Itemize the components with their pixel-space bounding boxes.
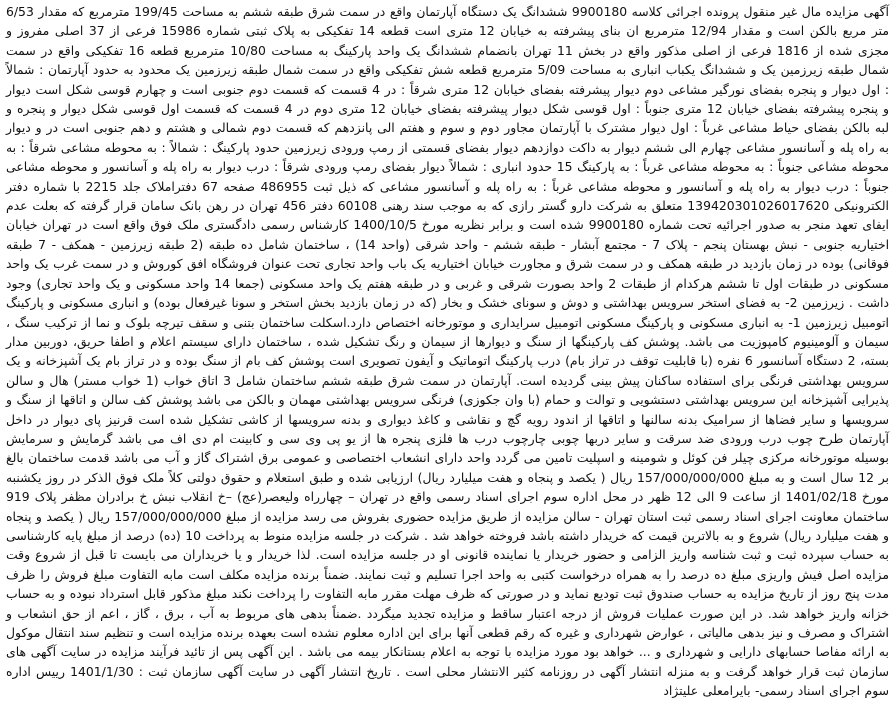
auction-notice-text: آگهی مزایده مال غیر منقول پرونده اجرائی کلاسه 9900180 ششدانگ یک دستگاه آپارتمان واقع در سمت شرق طبقه ششم به مساحت 199/45 مترمربع که مقدار 6/53 متر مربع بالکن است و مقدار 12/94 مترمربع ان بنای پیشرفته به خیابان 12 متری است قطعه 14 تفکیکی به پلاک ثبتی شماره 15986 فرعی از 37 اصلی مفروز و مجزی شده از 1816 فرعی از اصلی مذکور واقع در بخش 11 تهران بانضمام ششدانگ یک واحد پارکینگ به مساحت 10/80 مترمربع قطعه 16 تفکیکی واقع در سمت شمال طبقه زیرزمین یک و ششدانگ یکباب انباری به مساحت 5/09 مترمربع قطعه شش تفکیکی واقع در سمت شمال طبقه زیرزمین یک محدود به حدود آپارتمان : شمالاً : اول دیوار و پنجره بفضای نورگیر مشاعی دوم دیوار پیشرفته بفضای خیابان 12 متری شرقاً : در 4 قسمت که قسمت دوم جنوبی است و چهارم قوسی شکل است دیوار و پنجره پیشرفته بفضای خیابان 12 متری جنوباً : اول قوسی شکل دیوار پیشرفته بفضای خیابان 12 متری دوم در 4 قسمت که قسمت اول قوسی شکل دیوار و پنجره و لبه بالکن بفضای حیاط مشاعی غرباً : اول دیوار مشترک با آپارتمان مجاور دوم و سوم و هفتم الی پانزدهم که قسمت دوم شمالی و هشتم و دهم جنوبی است در و دیوار به راه پله و آسانسور مشاعی چهارم الی ششم دیوار به داکت دوازدهم دیوار بفضای قسمتی از رمپ ورودی زیرزمین حدود پارکینگ : شمالاً : به محوطه مشاعی شرقاً : به محوطه مشاعی جنوباً : به محوطه مشاعی غرباً : به پارکینگ 15 حدود انباری : شمالاً دیوار بفضای رمپ ورودی شرقاً : درب دیوار به راه پله و آسانسور و محوطه مشاعی جنوباً : درب دیوار به راه پله و آسانسور و محوطه مشاعی غرباً : به راه پله و آسانسور مشاعی که ذیل ثبت 486955 صفحه 67 دفتراملاک جلد 2215 با شماره دفتر الکترونیکی 139420301026017620 متعلق به شرکت دارو گستر رازی که به موجب سند رهنی 60108 دفتر 456 تهران در رهن بانک سامان قرار گرفته که بعلت عدم ایفای تعهد منجر به صدور اجرائیه تحت شماره 9900180 شده است و برابر نظریه مورخ 1400/10/5 کارشناس رسمی دادگستری ملک فوق واقع است در تهران خیابان اختیاریه جنوبی - نبش بهستان پنجم - پلاک 7 - مجتمع آبشار - طبقه ششم - واحد شرقی (واحد 14) ، ساختمان شامل ده طبقه (2 طبقه زیرزمین - همکف - 7 طبقه فوقانی) بوده در زمان بازدید در طبقه همکف و در سمت شرق و مجاورت خیابان اختیاریه یک باب واحد تجاری تحت عنوان فروشگاه افق کوروش و در سمت غرب یک واحد مسکونی در طبقات اول تا ششم هرکدام از طبقات 2 واحد بصورت شرقی و غربی و در طبقه هفتم یک واحد مسکونی (جمعا 14 واحد مسکونی و یک واحد تجاری) وجود داشت . زیرزمین 2- به فضای استخر سرویس بهداشتی و دوش و سونای خشک و بخار (که در زمان بازدید بخش استخر و سونا غیرفعال بوده) و انباری مسکونی و پارکینگ اتومبیل زیرزمین 1- به انباری مسکونی و پارکینگ مسکونی اتومبیل سرایداری و موتورخانه اختصاص دارد.اسکلت ساختمان بتنی و سقف تیرچه بلوک و نما از ترکیب سنگ ، سیمان و آلومینیوم کامپوزیت می باشد. پوشش کف پارکینگها از سنگ و دیوارها از سیمان و رنگ تشکیل شده ، ساختمان دارای سیستم اعلام و اطفا حریق، دوربین مدار بسته، 2 دستگاه آسانسور 6 نفره (با قابلیت توقف در تراز بام) درب پارکینگ اتوماتیک و آیفون تصویری است پوشش کف بام از سنگ بوده و در تراز بام یک آشپزخانه و یک سرویس بهداشتی فرنگی برای استفاده ساکنان پیش بینی گردیده است. آپارتمان در سمت شرق طبقه ششم ساختمان شامل 3 اتاق خواب (1 خواب مستر) هال و سالن پذیرایی آشپزخانه این سرویس بهداشتی دستشویی و توالت و حمام (با وان جکوزی) فرنگی سرویس بهداشتی مهمان و بالکن می باشد پوشش کف سالن و اتاقها از سنگ و سرویسها و سایر فضاها از سرامیک بدنه سالنها و اتاقها از اندود رویه گچ و نقاشی و کاغذ دیواری و بدنه سرویسها از کاشی تشکیل شده است قرنیز پای دیوار در داخل آپارتمان طرح چوب درب ورودی ضد سرقت و سایر دربها چوبی چارچوب درب ها فلزی پنجره ها از یو پی وی سی و کابینت ام دی اف می باشد گرمایش و سرمایش بوسیله موتورخانه مرکزی چیلر فن کوئل و شومینه و اسپلیت تامین می گردد واحد دارای انشعاب اختصاصی و عمومی برق اشتراک گاز و آب می باشد قدمت ساختمان بالغ بر 12 سال است و به مبلغ 157/000/000/000 ریال ( یکصد و پنجاه و هفت میلیارد ریال) ارزیابی شده و طبق استعلام و حقوق دولتی کلاً ملک فوق الذکر در روز یکشنبه مورخ 1401/02/18 از ساعت 9 الی 12 ظهر در محل اداره سوم اجرای اسناد رسمی واقع در تهران – چهارراه ولیعصر(عج) –خ انقلاب نبش خ برادران مظفر پلاک 919 ساختمان معاونت اجرای اسناد رسمی ثبت استان تهران - سالن مزایده از طریق مزایده حضوری بفروش می رسد مزایده از مبلغ 157/000/000/000 ریال ( یکصد و پنجاه و هفت میلیارد ریال) شروع و به بالاترین قیمت که خریدار داشته باشد فروخته خواهد شد . شرکت در جلسه مزایده منوط به پرداخت 10 (ده) درصد از مبلغ پایه کارشناسی به حساب سپرده ثبت و ثبت شناسه واریز الزامی و حضور خریدار یا نماینده قانونی او در جلسه مزایده است. لذا خریدار و یا خریداران می بایست تا قبل از شروع وقت مزایده اصل فیش واریزی مبلغ ده درصد را به همراه درخواست کتبی به واحد اجرا تسلیم و ثبت نمایند. ضمناً برنده مزایده مکلف است مابه التفاوت مبلغ فروش را ظرف مدت پنج روز از تاریخ مزایده به حساب صندوق ثبت تودیع نماید و در صورتی که ظرف مهلت مقرر مابه التفاوت را پرداخت نکند مبلغ مذکور قابل استرداد نبوده و به حساب خزانه واریز خواهد شد. در این صورت عملیات فروش از درجه اعتبار ساقط و مزایده تجدید میگردد .ضمناً بدهی های مربوط به آب ، برق ، گاز ، اعم از حق انشعاب و اشتراک و مصرف و نیز بدهی مالیاتی ، عوارض شهرداری و غیره که رقم قطعی آنها برای این اداره معلوم نشده است بعهده برنده مزایده است و تنظیم سند انتقال موکول به ارائه مفاصا حسابهای دارایی و شهرداری و ... خواهد بود مورد مزایده با توجه به اعلام بستانکار بیمه می باشد . این آگهی پس از تائید فرآیند مزایده در سایت آگهی های سازمان ثبت قرار خواهد گرفت و به منزله انتشار آگهی در روزنامه کثیر الانتشار محلی است . تاریخ انتشار آگهی در سایت آگهی سازمان ثبت : 1401/1/30 رییس اداره سوم اجرای اسناد رسمی- بایرامعلی علیتژاد [6, 4, 890, 699]
